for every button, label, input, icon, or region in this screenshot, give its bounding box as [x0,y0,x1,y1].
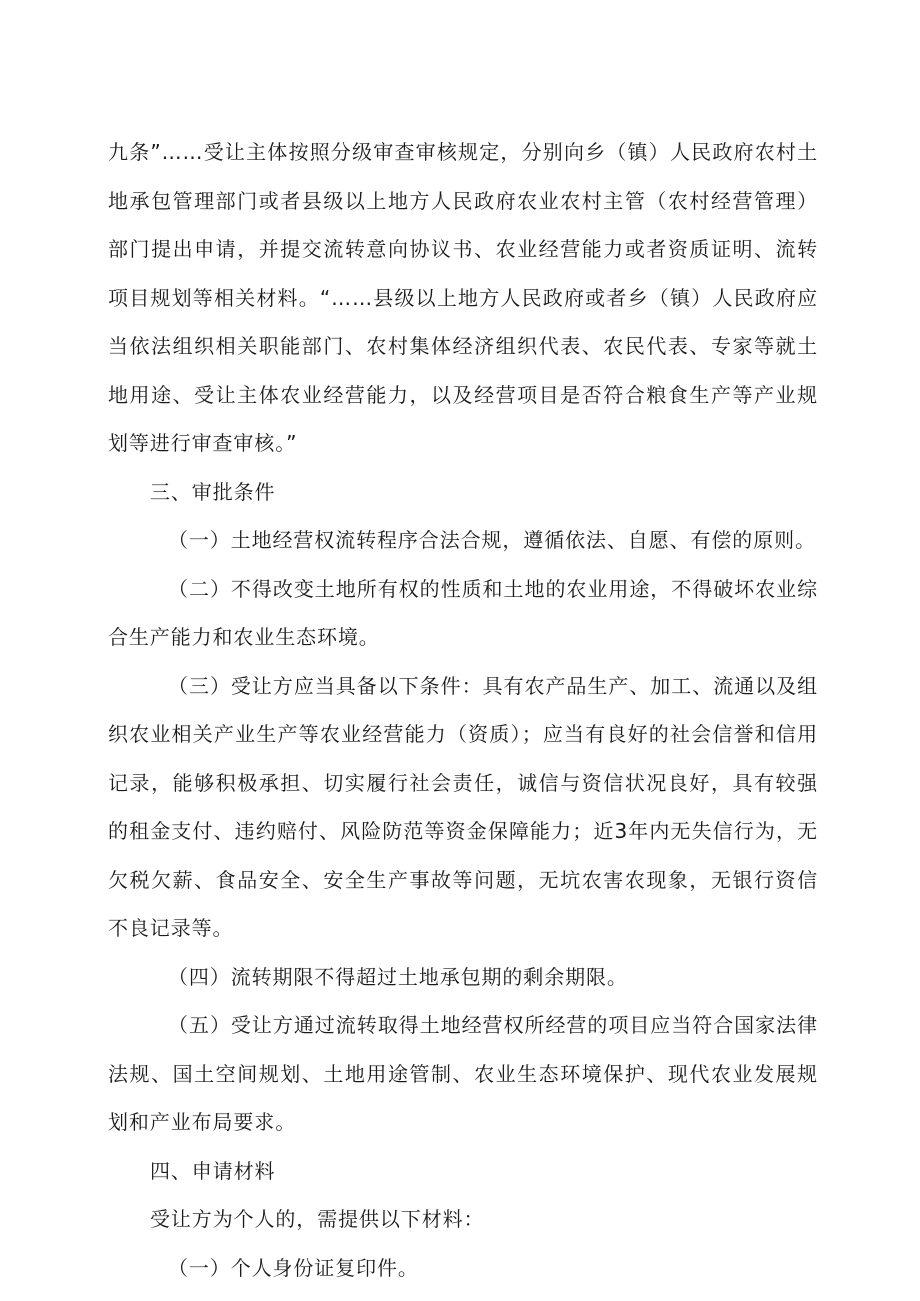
section-heading-application-materials: 四、申请材料 [150,1158,276,1183]
condition-item-5: （五）受让方通过流转取得土地经营权所经营的项目应当符合国家法律法规、国土空间规划、土地用途管制、农业生态环境保护、现代农业发展规划和产业布局要求。 [108,1013,818,1134]
condition-item-1: （一）土地经营权流转程序合法合规，遵循依法、自愿、有偿的原则。 [168,528,816,552]
paragraph-continuation: 九条”……受让主体按照分级审查审核规定，分别向乡（镇）人民政府农村土地承包管理部门或者县级以上地方人民政府农业农村主管（农村经营管理）部门提出申请，并提交流转意向协议书、农业经营能力或者资质证明、流转项目规划等相关材料。“……县级以上地方人民政府或者乡（镇）人民政府应当依法组织相关职能部门、农村集体经济组织代表、农民代表、专家等就土地用途、受让主体农业经营能力，以及经营项目是否符合粮食生产等产业规划等进行审查审核。” [108,140,818,455]
condition-item-2: （二）不得改变土地所有权的性质和土地的农业用途，不得破坏农业综合生产能力和农业生态环境。 [108,576,818,649]
condition-item-3: （三）受让方应当具备以下条件：具有农产品生产、加工、流通以及组织农业相关产业生产等农业经营能力（资质）；应当有良好的社会信誉和信用记录，能够积极承担、切实履行社会责任，诚信与资信状况良好，具有较强的租金支付、违约赔付、风险防范等资金保障能力；近3年内无失信行为，无欠税欠薪、食品安全、安全生产事故等问题，无坑农害农现象，无银行资信不良记录等。 [108,673,818,940]
material-item-1: （一）个人身份证复印件。 [168,1255,419,1280]
section-heading-approval-conditions: 三、审批条件 [150,479,276,504]
materials-intro: 受让方为个人的，需提供以下材料： [150,1207,485,1231]
document-body [108,128,818,1292]
condition-item-4: （四）流转期限不得超过土地承包期的剩余期限。 [168,964,628,989]
